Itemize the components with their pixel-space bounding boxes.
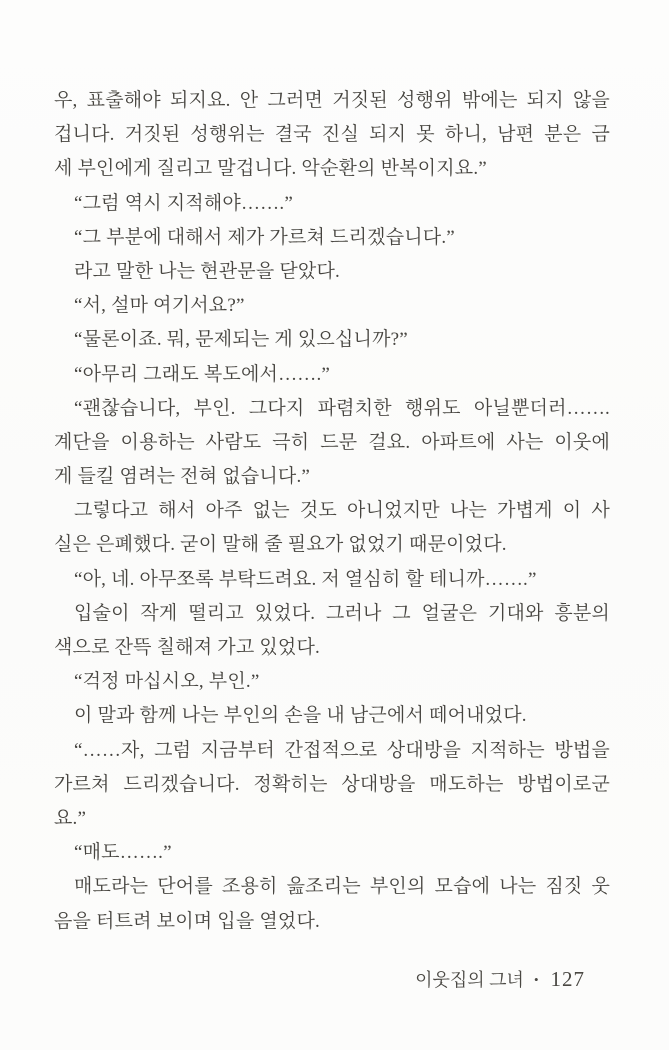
body-text-line: “서, 설마 여기서요?” bbox=[74, 295, 245, 317]
bullet-separator-icon: • bbox=[533, 972, 539, 987]
body-text-line: “그 부분에 대해서 제가 가르쳐 드리겠습니다.” bbox=[74, 226, 455, 248]
body-text-line: 색으로 잔뜩 칠해져 가고 있었다. bbox=[54, 637, 320, 658]
page-footer bbox=[415, 966, 585, 993]
body-text-line: 겁니다. 거짓된 성행위는 결국 진실 되지 못 하니, 남편 분은 금 bbox=[54, 124, 610, 146]
body-text-line: 이 말과 함께 나는 부인의 손을 내 남근에서 떼어내었다. bbox=[74, 705, 527, 727]
body-text-line: 가르쳐 드리겠습니다. 정확히는 상대방을 매도하는 방법이로군 bbox=[54, 773, 610, 795]
footer-book-title: 이웃집의 그녀 bbox=[415, 970, 524, 990]
body-text-line: 실은 은폐했다. 굳이 말해 줄 필요가 없었기 때문이었다. bbox=[54, 534, 507, 556]
body-text-line: “아무리 그래도 복도에서…….” bbox=[74, 363, 331, 385]
body-text-line: “그럼 역시 지적해야…….” bbox=[74, 192, 293, 214]
footer-page-number: 127 bbox=[550, 967, 585, 991]
page-text bbox=[54, 84, 610, 939]
body-text-line: 그렇다고 해서 아주 없는 것도 아니었지만 나는 가볍게 이 사 bbox=[74, 500, 610, 522]
body-text-line: 요.” bbox=[54, 807, 87, 829]
body-text-line: 매도라는 단어를 조용히 읊조리는 부인의 모습에 나는 짐짓 웃 bbox=[74, 876, 610, 898]
body-text-line: “물론이죠. 뭐, 문제되는 게 있으십니까?” bbox=[74, 329, 408, 351]
body-text-line: 게 들킬 염려는 전혀 없습니다.” bbox=[54, 466, 311, 488]
body-text-line: “아, 네. 아무쪼록 부탁드려요. 저 열심히 할 테니까…….” bbox=[74, 568, 537, 590]
body-text-line: 우, 표출해야 되지요. 안 그러면 거짓된 성행위 밖에는 되지 않을 bbox=[54, 90, 610, 111]
body-text-line: 세 부인에게 질리고 말겁니다. 악순환의 반복이지요.” bbox=[54, 158, 487, 180]
body-text-line: 계단을 이용하는 사람도 극히 드문 걸요. 아파트에 사는 이웃에 bbox=[54, 431, 610, 453]
body-text-line: “……자, 그럼 지금부터 간접적으로 상대방을 지적하는 방법을 bbox=[74, 739, 610, 761]
body-text-line: “괜찮습니다, 부인. 그다지 파렴치한 행위도 아닐뿐더러……. bbox=[74, 397, 610, 419]
body-text-line: 라고 말한 나는 현관문을 닫았다. bbox=[74, 260, 340, 282]
body-text-line: 입술이 작게 떨리고 있었다. 그러나 그 얼굴은 기대와 흥분의 bbox=[74, 602, 610, 624]
body-text-line: “매도…….” bbox=[74, 842, 172, 864]
body-text-line: “걱정 마십시오, 부인.” bbox=[74, 671, 260, 693]
body-text-line: 음을 터트려 보이며 입을 열었다. bbox=[54, 910, 320, 932]
